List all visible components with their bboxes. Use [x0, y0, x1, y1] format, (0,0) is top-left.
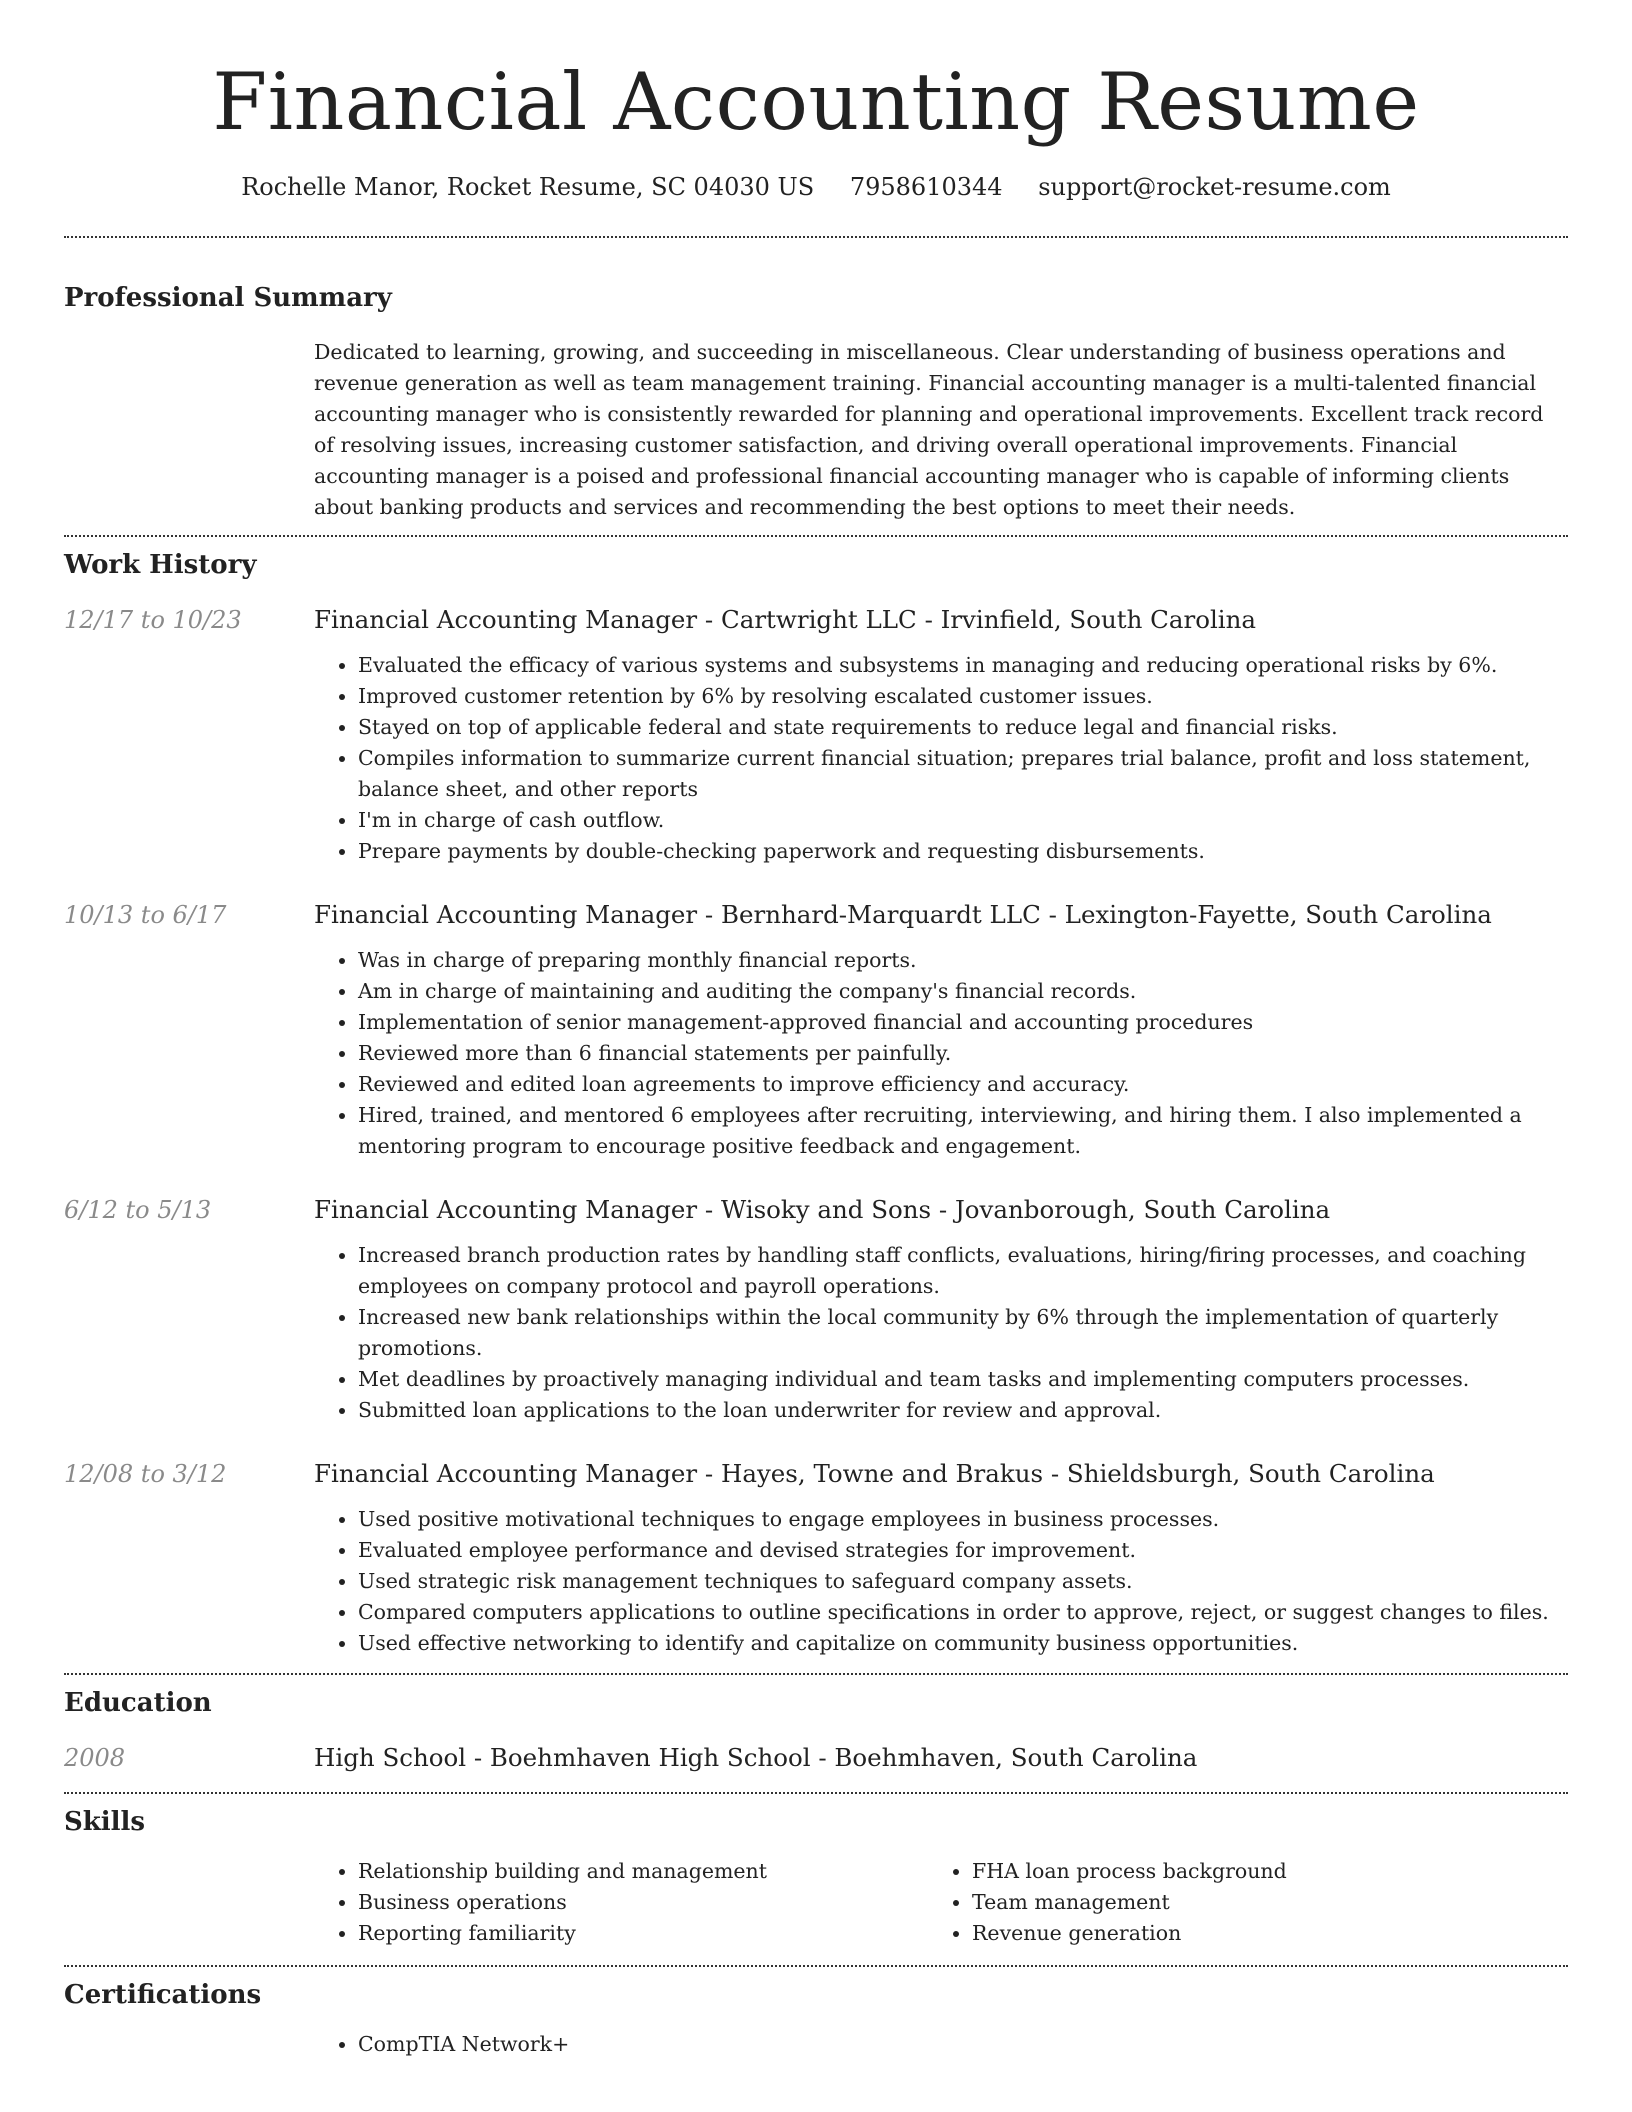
- divider: [64, 1965, 1568, 1967]
- job-bullet: • Increased new bank relationships within the local community by 6% through the implementation of quarterly promotions.: [358, 1302, 1568, 1364]
- summary-text: Dedicated to learning, growing, and succeeding in miscellaneous. Clear understanding of business operations and revenue generation as well as team management training. Financial accounting manager is a multi-talented financial accounting manager who is consistently rewarded for planning and operational improvements. Excellent track record of resolving issues, increasing customer satisfaction, and driving overall operational improvements. Financial accounting manager is a poised and professional financial accounting manager who is capable of informing clients about banking products and services and recommending the best options to meet their needs.: [314, 340, 1544, 519]
- certifications-section: [64, 1979, 1568, 2060]
- job-bullet: • Used strategic risk management techniques to safeguard company assets.: [358, 1566, 1568, 1597]
- resume-page: [64, 0, 1568, 2060]
- job-bullet: • Used effective networking to identify and capitalize on community business opportunities.: [358, 1628, 1568, 1659]
- skill-item: • Business operations: [358, 1887, 928, 1918]
- divider: [64, 236, 1568, 238]
- skill-item: • Reporting familiarity: [358, 1918, 928, 1949]
- job-bullet: • Reviewed more than 6 financial statements per painfully.: [358, 1038, 1568, 1069]
- summary-section: [64, 282, 1568, 523]
- job-bullet: • Am in charge of maintaining and auditing the company's financial records.: [358, 976, 1568, 1007]
- resume-title: Financial Accounting Resume: [212, 56, 1420, 148]
- contact-line: [64, 172, 1568, 202]
- job-bullet: • Compared computers applications to outline specifications in order to approve, reject, or suggest changes to files.: [358, 1597, 1568, 1628]
- job-bullet: • Used positive motivational techniques to engage employees in business processes.: [358, 1504, 1568, 1535]
- job-bullet: • Evaluated employee performance and devised strategies for improvement.: [358, 1535, 1568, 1566]
- certifications-heading: Certifications: [64, 1980, 262, 2010]
- job-bullets: [314, 945, 1568, 1162]
- job-title: Financial Accounting Manager - Bernhard-Marquardt LLC - Lexington-Fayette, South Carolina: [314, 900, 1492, 929]
- divider: [64, 535, 1568, 537]
- education-entry: High School - Boehmhaven High School - Boehmhaven, South Carolina: [314, 1743, 1198, 1772]
- education-year: 2008: [64, 1744, 126, 1772]
- job-bullet: • Was in charge of preparing monthly financial reports.: [358, 945, 1568, 976]
- skill-item: • Team management: [972, 1887, 1542, 1918]
- job-bullet: • Submitted loan applications to the loan underwriter for review and approval.: [358, 1395, 1568, 1426]
- work-section: [64, 549, 1568, 1659]
- summary-heading: Professional Summary: [64, 283, 392, 313]
- job-dates: 6/12 to 5/13: [64, 1196, 212, 1224]
- contact-email: support@rocket-resume.com: [1038, 173, 1391, 201]
- job-dates: 10/13 to 6/17: [64, 901, 227, 929]
- job-bullet: • Hired, trained, and mentored 6 employees after recruiting, interviewing, and hiring them. I also implemented a mentoring program to encourage positive feedback and engagement.: [358, 1100, 1568, 1162]
- job-bullet: • I'm in charge of cash outflow.: [358, 805, 1568, 836]
- job-bullet: • Met deadlines by proactively managing individual and team tasks and implementing computers processes.: [358, 1364, 1568, 1395]
- job-bullet: • Evaluated the efficacy of various systems and subsystems in managing and reducing operational risks by 6%.: [358, 650, 1568, 681]
- certification-item: • CompTIA Network+: [358, 2029, 1568, 2060]
- job-dates: 12/08 to 3/12: [64, 1460, 227, 1488]
- job-bullets: [314, 1240, 1568, 1426]
- divider: [64, 1792, 1568, 1794]
- certifications-list: [314, 2029, 1568, 2060]
- skills-section: [64, 1806, 1568, 1949]
- job-bullet: • Increased branch production rates by handling staff conflicts, evaluations, hiring/firing processes, and coaching employees on company protocol and payroll operations.: [358, 1240, 1568, 1302]
- job-entry: [64, 1194, 1568, 1426]
- job-bullet: • Reviewed and edited loan agreements to improve efficiency and accuracy.: [358, 1069, 1568, 1100]
- job-title: Financial Accounting Manager - Wisoky and Sons - Jovanborough, South Carolina: [314, 1195, 1331, 1224]
- job-bullets: [314, 650, 1568, 867]
- job-dates: 12/17 to 10/23: [64, 606, 242, 634]
- contact-address: Rochelle Manor, Rocket Resume, SC 04030 US: [241, 173, 815, 201]
- job-entry: [64, 1458, 1568, 1659]
- job-title: Financial Accounting Manager - Hayes, Towne and Brakus - Shieldsburgh, South Carolina: [314, 1459, 1435, 1488]
- skill-item: • Revenue generation: [972, 1918, 1542, 1949]
- education-heading: Education: [64, 1688, 212, 1718]
- education-section: [64, 1687, 1568, 1774]
- job-bullet: • Compiles information to summarize current financial situation; prepares trial balance, profit and loss statement, balance sheet, and other reports: [358, 743, 1568, 805]
- skills-heading: Skills: [64, 1807, 146, 1837]
- job-title: Financial Accounting Manager - Cartwright LLC - Irvinfield, South Carolina: [314, 605, 1257, 634]
- divider: [64, 1673, 1568, 1675]
- job-bullets: [314, 1504, 1568, 1659]
- job-bullet: • Stayed on top of applicable federal and state requirements to reduce legal and financial risks.: [358, 712, 1568, 743]
- job-entry: [64, 899, 1568, 1162]
- job-bullet: • Prepare payments by double-checking paperwork and requesting disbursements.: [358, 836, 1568, 867]
- skill-item: • Relationship building and management: [358, 1856, 928, 1887]
- work-heading: Work History: [64, 550, 257, 580]
- skills-list-left: [314, 1856, 928, 1949]
- contact-phone: 7958610344: [849, 173, 1003, 201]
- skill-item: • FHA loan process background: [972, 1856, 1542, 1887]
- job-entry: [64, 604, 1568, 867]
- job-bullet: • Implementation of senior management-approved financial and accounting procedures: [358, 1007, 1568, 1038]
- skills-list-right: [928, 1856, 1542, 1949]
- job-bullet: • Improved customer retention by 6% by resolving escalated customer issues.: [358, 681, 1568, 712]
